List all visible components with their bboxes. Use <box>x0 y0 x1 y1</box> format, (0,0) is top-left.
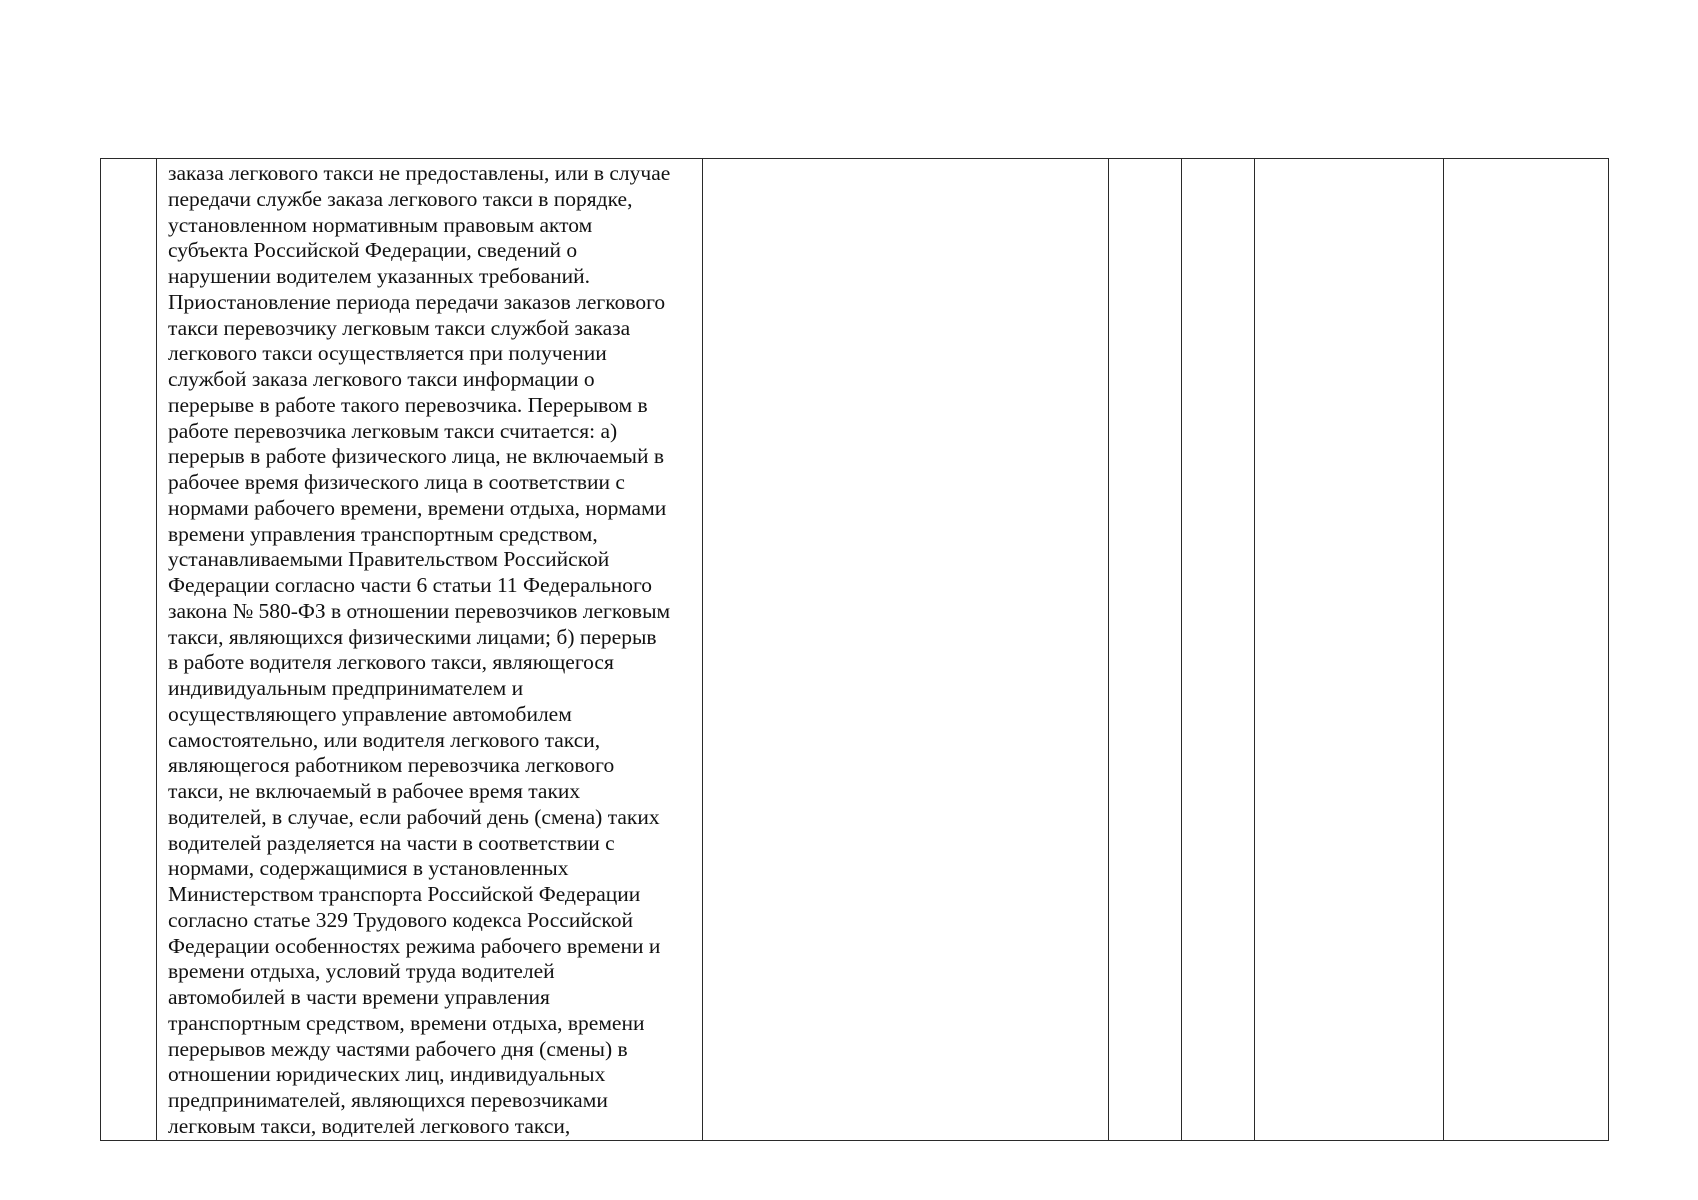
text-line: самостоятельно, или водителя легкового такси, <box>168 727 601 752</box>
text-line: согласно статье 329 Трудового кодекса Российской <box>168 907 633 932</box>
text-line: водителей, в случае, если рабочий день (смена) таких <box>168 804 660 829</box>
text-line: Приостановление периода передачи заказов легкового <box>168 289 666 314</box>
text-line: индивидуальным предпринимателем и <box>168 676 524 700</box>
text-line: Федерации особенностях режима рабочего времени и <box>168 933 661 958</box>
text-line: работе перевозчика легковым такси считается: а) <box>168 418 618 443</box>
text-line: такси перевозчику легковым такси службой заказа <box>168 315 631 340</box>
text-line: нарушении водителем указанных требований. <box>168 264 591 288</box>
text-line: заказа легкового такси не предоставлены, или в случае <box>168 161 671 185</box>
text-line: Федерации согласно части 6 статьи 11 Федерального <box>168 573 653 597</box>
cell-paragraph <box>157 159 702 1140</box>
text-line: водителей разделяется на части в соответствии с <box>168 830 615 855</box>
text-line: отношении юридических лиц, индивидуальных <box>168 1062 606 1087</box>
table-cell-empty-3 <box>703 159 1109 1141</box>
text-line: времени отдыха, условий труда водителей <box>168 959 555 984</box>
text-line: времени управления транспортным средством, <box>168 521 598 546</box>
text-line: субъекта Российской Федерации, сведений о <box>168 238 578 263</box>
table-cell-number <box>101 159 157 1141</box>
text-line: службой заказа легкового такси информации о <box>168 367 595 391</box>
text-line: передачи службе заказа легкового такси в порядке, <box>168 186 633 211</box>
table-cell-text <box>157 159 703 1141</box>
text-line: устанавливаемыми Правительством Российской <box>168 547 610 572</box>
table-cell-empty-7 <box>1444 159 1609 1141</box>
text-line: нормами, содержащимися в установленных <box>168 856 569 881</box>
text-line: такси, не включаемый в рабочее время таких <box>168 779 581 803</box>
text-line: перерыве в работе такого перевозчика. Перерывом в <box>168 392 648 417</box>
table-cell-empty-6 <box>1255 159 1444 1141</box>
document-table <box>100 158 1609 1141</box>
text-line: легковым такси, водителей легкового такси, <box>168 1113 571 1138</box>
text-line: такси, являющихся физическими лицами; б) перерыв <box>168 624 657 649</box>
table-cell-empty-4 <box>1109 159 1182 1141</box>
text-line: предпринимателей, являющихся перевозчиками <box>168 1088 608 1112</box>
text-line: Министерством транспорта Российской Федерации <box>168 882 641 906</box>
text-line: в работе водителя легкового такси, являющегося <box>168 650 614 675</box>
text-line: нормами рабочего времени, времени отдыха, нормами <box>168 495 667 520</box>
text-line: автомобилей в части времени управления <box>168 985 550 1009</box>
text-line: перерывов между частями рабочего дня (смены) в <box>168 1036 628 1061</box>
text-line: осуществляющего управление автомобилем <box>168 701 572 726</box>
table-cell-empty-5 <box>1182 159 1255 1141</box>
text-line: транспортным средством, времени отдыха, времени <box>168 1010 645 1035</box>
text-line: установленном нормативным правовым актом <box>168 212 593 237</box>
table-row <box>101 159 1609 1141</box>
text-line: легкового такси осуществляется при получении <box>168 341 607 366</box>
text-line: рабочее время физического лица в соответствии с <box>168 470 625 494</box>
text-line: закона № 580-ФЗ в отношении перевозчиков легковым <box>168 598 671 623</box>
text-line: перерыв в работе физического лица, не включаемый в <box>168 444 664 469</box>
text-line: являющегося работником перевозчика легкового <box>168 753 615 778</box>
